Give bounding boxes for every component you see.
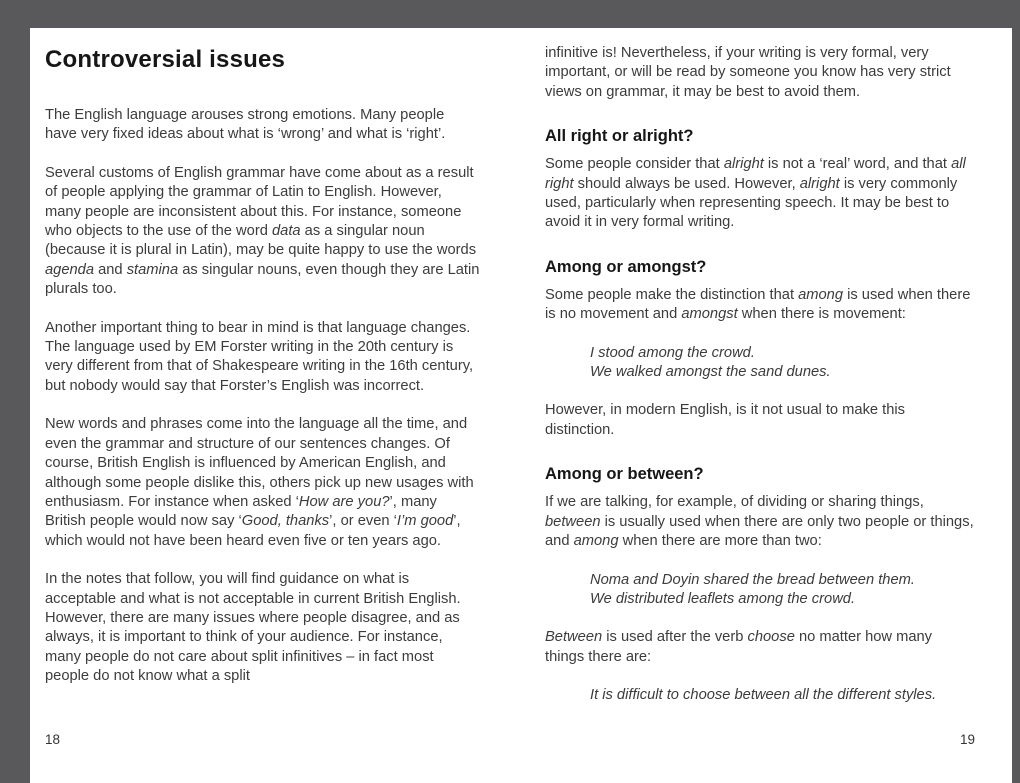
italic-text: How are you? — [298, 493, 390, 510]
example-line: Noma and Doyin shared the bread between them. — [590, 571, 915, 588]
paragraph — [545, 286, 975, 325]
paragraph — [45, 164, 480, 300]
right-page — [521, 28, 1012, 783]
text-run: when there are more than two: — [618, 533, 822, 550]
italic-text: amongst — [681, 306, 738, 323]
text-run: Some people make the distinction that — [545, 286, 799, 303]
text-run: is used after the verb — [602, 629, 748, 646]
text-run: is very commonly used, particularly when representing speech. It may be best to avoid it in very formal writing. — [545, 175, 958, 231]
text-run: ’, which would not have been heard even five or ten years ago. — [45, 513, 461, 549]
example-block — [590, 686, 975, 705]
italic-text: agenda — [45, 261, 95, 278]
text-run: Some people consider that — [545, 156, 724, 173]
text-run: However, in modern English, is it not usual to make this distinction. — [545, 402, 906, 438]
italic-text: Between — [545, 629, 603, 646]
text-run: ’, or even ‘ — [329, 513, 397, 530]
paragraph — [545, 155, 975, 233]
example-block — [590, 571, 975, 610]
section-heading: Among or between? — [545, 465, 704, 484]
book-spread — [30, 28, 1012, 783]
example-line: I stood among the crowd. — [590, 344, 755, 361]
italic-text: alright — [799, 175, 840, 192]
page-number-right: 19 — [959, 732, 975, 747]
text-run: as a singular noun (because it is plural in Latin), may be quite happy to use the words — [45, 223, 477, 259]
paragraph — [45, 570, 480, 686]
text-run: In the notes that follow, you will find guidance on what is acceptable and what is not acceptable in current British English. However, there are many issues where people disagree, and as always, it is important to think of your audience. For instance, many people do not care about split infinitives – in fact most people do not know what a split — [45, 571, 461, 685]
text-run: and — [94, 261, 127, 278]
text-run: The English language arouses strong emotions. Many people have very fixed ideas about what is ‘wrong’ and what is ‘right’. — [45, 107, 446, 143]
example-line: We distributed leaflets among the crowd. — [590, 590, 856, 607]
left-page-body — [45, 106, 480, 687]
italic-text: all right — [545, 156, 966, 192]
text-run: infinitive is! Nevertheless, if your writing is very formal, very important, or will be read by someone you know has very strict views on grammar, it may be best to avoid them. — [545, 45, 951, 100]
italic-text: alright — [723, 156, 764, 173]
paragraph — [545, 401, 975, 440]
page-number-left: 18 — [45, 732, 61, 747]
paragraph — [45, 106, 480, 145]
section-heading: All right or alright? — [545, 127, 694, 146]
paragraph — [545, 493, 975, 551]
italic-text: among — [798, 286, 844, 303]
example-line: It is difficult to choose between all the different styles. — [590, 687, 937, 704]
text-run: when there is movement: — [737, 306, 906, 323]
text-run: Several customs of English grammar have come about as a result of people applying the grammar of Latin to English. However, many people are inconsistent about this. For instance, someone who objects to the use of the word — [45, 164, 474, 240]
right-page-body — [545, 44, 975, 706]
text-run: no matter how many things there are: — [545, 629, 933, 665]
paragraph — [545, 44, 975, 102]
page-title: Controversial issues — [45, 46, 286, 73]
paragraph — [45, 319, 480, 397]
text-run: ’, many British people would now say ‘ — [45, 493, 437, 530]
italic-text: stamina — [126, 261, 179, 278]
italic-text: between — [545, 513, 601, 530]
paragraph — [545, 628, 975, 667]
italic-text: choose — [747, 629, 795, 646]
text-run: New words and phrases come into the language all the time, and even the grammar and structure of our sentences changes. Of course, British English is influenced by American English, and although some people dislike this, others pick up new usages with enthusiasm. For instance when asked ‘ — [45, 416, 474, 510]
example-block — [590, 344, 975, 383]
text-run: Another important thing to bear in mind is that language changes. The language used by EM Forster writing in the 20th century is very different from that of Shakespeare writing in the 16th century, but nobody would say that Forster’s English was incorrect. — [45, 319, 474, 394]
text-run: is used when there is no movement and — [545, 286, 971, 323]
text-run: is not a ‘real’ word, and that — [763, 156, 952, 173]
italic-text: I’m good — [396, 513, 454, 530]
italic-text: data — [271, 223, 301, 240]
italic-text: among — [573, 533, 619, 550]
text-run: should always be used. However, — [573, 175, 800, 192]
text-run: is usually used when there are only two people or things, and — [545, 513, 974, 550]
example-line: We walked amongst the sand dunes. — [590, 364, 831, 381]
italic-text: Good, thanks — [241, 513, 330, 530]
text-run: If we are talking, for example, of dividing or sharing things, — [545, 494, 924, 511]
section-heading: Among or amongst? — [545, 257, 707, 276]
text-run: as singular nouns, even though they are Latin plurals too. — [45, 261, 480, 298]
left-page — [30, 28, 521, 783]
paragraph — [45, 415, 480, 551]
